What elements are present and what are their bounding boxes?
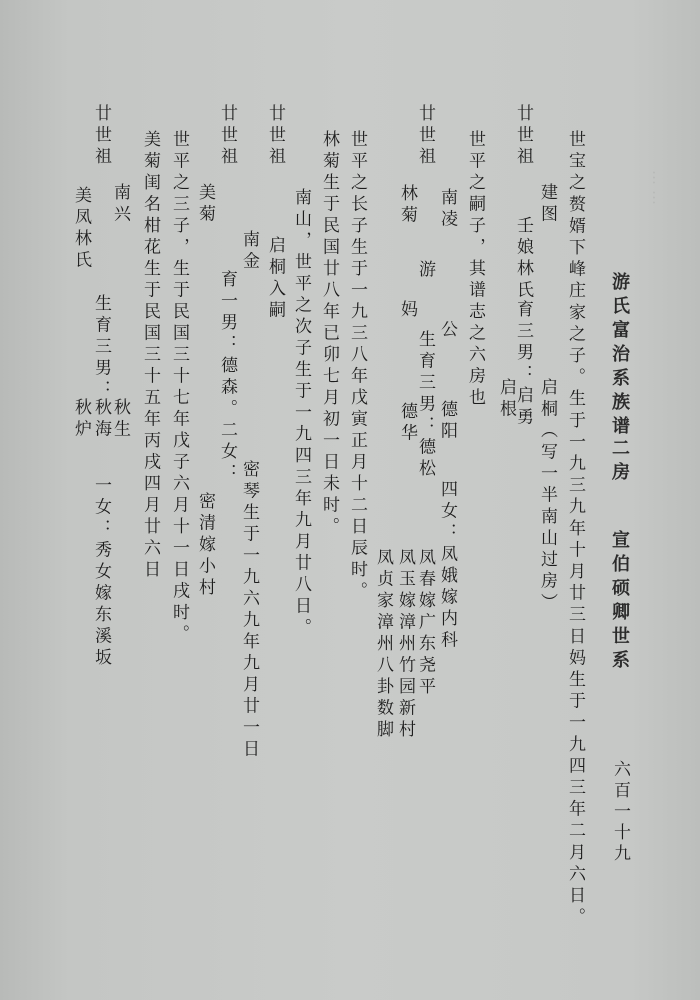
- text-column-14b: 密琴生于一九六九年九月廿一日: [239, 460, 259, 761]
- text-column-2b: 启桐（写一半南山过房）: [537, 378, 557, 615]
- text-column-7c: 游: [415, 260, 435, 282]
- page-number: 六百一十九: [610, 760, 630, 865]
- bleed-through-text: ……: [649, 170, 667, 210]
- text-column-1: 世宝之赘婿下峰庄家之子。生于一九三九年十月廿三日妈生于一九四三年二月六日。: [565, 130, 585, 930]
- text-column-19a: 南兴: [110, 183, 130, 226]
- lineage-label: 宣伯硕卿世系: [609, 530, 630, 674]
- generation-label: 廿世祖: [415, 104, 435, 169]
- text-column-7e: 凤春嫁广东尧平: [415, 548, 435, 699]
- text-column-12: 南山，世平之次子生于一九四三年九月廿八日。: [291, 188, 311, 640]
- text-column-16c: 密清嫁小村: [195, 492, 215, 600]
- text-column-21b: 美凤林氏: [71, 186, 91, 272]
- text-column-6d: 四女：凤娥嫁内科: [437, 480, 457, 652]
- text-column-19b: 秋生: [110, 398, 130, 441]
- text-column-6b: 公: [437, 320, 457, 342]
- generation-label: 廿世祖: [513, 104, 533, 169]
- text-column-8b: 德华: [397, 402, 417, 445]
- text-column-11: 林菊生于民国廿八年已卯七月初一日未时。: [319, 130, 339, 539]
- branch-label: 二房: [609, 438, 630, 486]
- text-column-21c: 秋炉: [71, 398, 91, 441]
- text-column-20c: 一女：秀女嫁东溪坂: [91, 476, 111, 670]
- text-column-7d: 生育三男：德松: [415, 330, 435, 481]
- text-column-20b: 秋海: [91, 398, 111, 441]
- generation-label: 廿世祖: [91, 104, 111, 169]
- text-column-16b: 美菊: [195, 183, 215, 226]
- text-column-3b: 育三男：启勇: [513, 300, 533, 429]
- generation-label: 廿世祖: [217, 104, 237, 169]
- text-column-13b: 启桐入嗣: [265, 236, 285, 322]
- text-column-14a: 南金: [239, 230, 259, 273]
- text-column-8a: 妈: [397, 300, 417, 322]
- text-column-7b: 林菊: [397, 184, 417, 227]
- text-column-15: 育一男：德森。二女：: [217, 270, 237, 485]
- book-title: 游氏富治系族谱: [609, 272, 630, 440]
- text-column-17: 世平之三子，生于民国三十七年戊子六月十一日戌时。: [169, 130, 189, 646]
- text-column-9: 凤贞家漳州八卦数脚: [373, 548, 393, 742]
- text-column-6a: 南凌: [437, 188, 457, 231]
- text-column-3c: 启根: [496, 378, 516, 421]
- text-column-10: 世平之长子生于一九三八年戊寅正月十二日辰时。: [347, 130, 367, 603]
- text-column-2a: 建图: [537, 183, 557, 226]
- text-column-6c: 德阳: [437, 400, 457, 443]
- generation-label: 廿世祖: [265, 104, 285, 169]
- text-column-5: 世平之嗣子，其谱志之六房也: [465, 130, 485, 410]
- text-column-18: 美菊闺名柑花生于民国三十五年丙戌四月廿六日: [140, 130, 160, 582]
- text-column-3a: 壬娘林氏: [513, 216, 533, 302]
- text-column-20a: 生育三男：: [91, 294, 111, 402]
- text-column-8c: 凤玉嫁漳州竹园新村: [395, 548, 415, 742]
